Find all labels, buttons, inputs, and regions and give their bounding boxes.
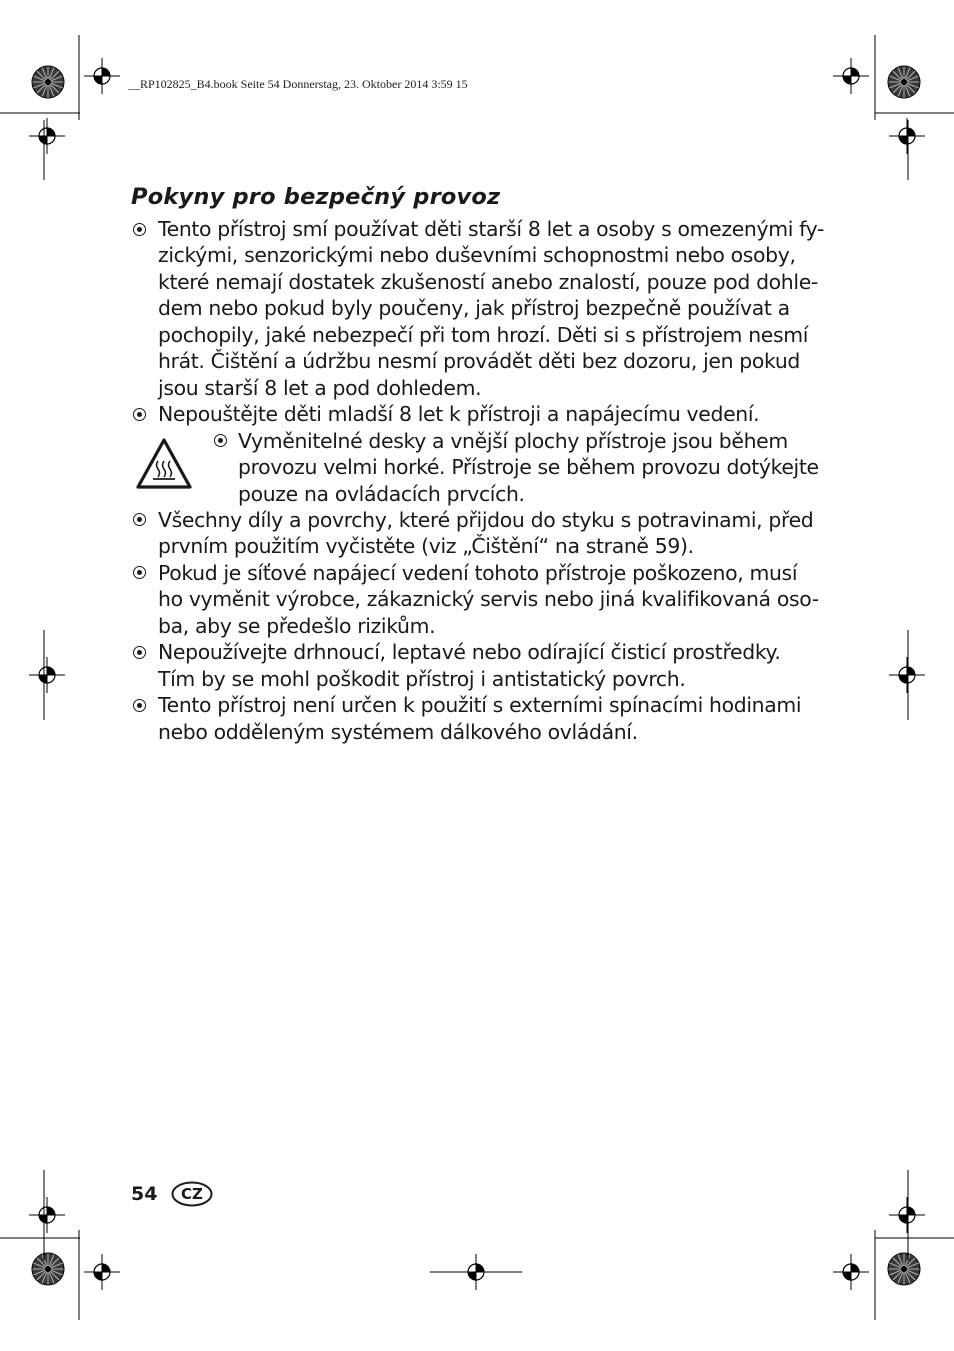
- list-item-line: které nemají dostatek zkušeností anebo znalostí, pouze pod dohle-: [158, 270, 818, 294]
- bullet-icon: [133, 566, 146, 579]
- bullet-icon: [214, 434, 227, 447]
- section-title: Pokyny pro bezpečný provoz: [131, 184, 501, 210]
- list-item-line: hrát. Čištění a údržbu nesmí provádět děti bez dozoru, jen pokud: [158, 349, 801, 373]
- list-item-line: pochopily, jaké nebezpečí při tom hrozí. Děti si s přístrojem nesmí: [158, 323, 809, 347]
- list-item-line: Tento přístroj není určen k použití s externími spínacími hodinami: [158, 693, 802, 717]
- bullet-icon: [133, 699, 146, 712]
- list-item-line: dem nebo pokud byly poučeny, jak přístroj bezpečně používat a: [158, 296, 790, 320]
- list-item-line: ba, aby se předešlo rizikům.: [158, 614, 436, 638]
- list-item-line: Tím by se mohl poškodit přístroj i antistatický povrch.: [158, 667, 686, 691]
- list-item-line: zickými, senzorickými nebo duševními schopnostmi nebo osoby,: [158, 243, 796, 267]
- hot-surface-warning-icon: [135, 437, 193, 491]
- list-item-line: provozu velmi horké. Přístroje se během provozu dotýkejte: [238, 455, 819, 479]
- bullet-icon: [133, 223, 146, 236]
- list-item-line: Nepoužívejte drhnoucí, leptavé nebo odírající čisticí prostředky.: [158, 640, 781, 664]
- list-item-line: jsou starší 8 let a pod dohledem.: [158, 376, 482, 400]
- country-code: CZ: [181, 1185, 203, 1203]
- list-item-line: ho vyměnit výrobce, zákaznický servis nebo jiná kvalifikovaná oso-: [158, 587, 819, 611]
- bullet-icon: [133, 646, 146, 659]
- list-item-line: nebo odděleným systémem dálkového ovládání.: [158, 720, 638, 744]
- list-item-line: pouze na ovládacích prvcích.: [238, 482, 525, 506]
- list-item-line: Všechny díly a povrchy, které přijdou do styku s potravinami, před: [158, 508, 814, 532]
- list-item-line: Tento přístroj smí používat děti starší 8 let a osoby s omezenými fy-: [158, 217, 825, 241]
- page-number: 54: [131, 1183, 158, 1205]
- bullet-icon: [133, 408, 146, 421]
- list-item-line: Pokud je síťové napájecí vedení tohoto přístroje poškozeno, musí: [158, 561, 798, 585]
- print-slug: __RP102825_B4.book Seite 54 Donnerstag, 23. Oktober 2014 3:59 15: [128, 77, 468, 91]
- list-item-line: Vyměnitelné desky a vnější plochy přístroje jsou během: [238, 429, 788, 453]
- bullet-icon: [133, 513, 146, 526]
- list-item-line: Nepouštějte děti mladší 8 let k přístroji a napájecímu vedení.: [158, 402, 760, 426]
- list-item-line: prvním použitím vyčistěte (viz „Čištění“ na straně 59).: [158, 534, 694, 558]
